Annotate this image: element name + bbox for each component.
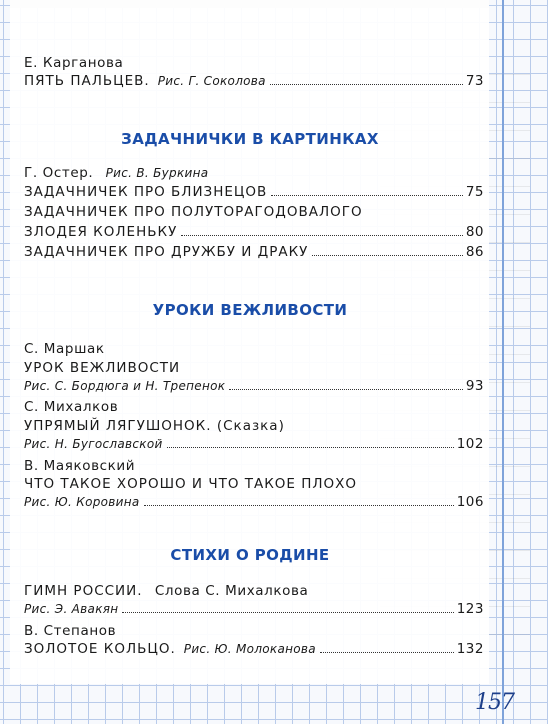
entry-title: ЗЛОДЕЯ КОЛЕНЬКУ [24, 224, 178, 240]
entry-illustrator: Рис. В. Буркина [105, 166, 209, 180]
entry-title: ЗОЛОТОЕ КОЛЬЦО. [24, 641, 176, 657]
margin-line [502, 0, 504, 724]
page-ref: 102 [456, 436, 484, 452]
page-number: 157 [475, 690, 514, 715]
page-ref: 93 [465, 378, 484, 394]
author-stepanov: В. Степанов [24, 623, 117, 639]
toc-entry-koleka-line1[interactable]: ЗАДАЧНИЧЕК ПРО ПОЛУТОРАГОДОВАЛОГО [24, 204, 363, 220]
author-mikhalkov: С. Михалков [24, 399, 119, 415]
toc-entry-lyagushonok-title[interactable]: УПРЯМЫЙ ЛЯГУШОНОК. (Сказка) [24, 418, 285, 434]
page-ref: 80 [465, 224, 484, 240]
page-ref: 75 [465, 184, 484, 200]
leader-dots [144, 504, 454, 506]
toc-entry-gimn-illustrator[interactable] [24, 601, 484, 618]
entry-title: ГИМН РОССИИ. [24, 583, 143, 599]
toc-entry-zolotoe-koltso[interactable] [24, 641, 484, 658]
toc-entry-horosho-title[interactable]: ЧТО ТАКОЕ ХОРОШО И ЧТО ТАКОЕ ПЛОХО [24, 476, 358, 492]
toc-entry-lyagushonok-illustrator[interactable] [24, 436, 484, 453]
toc-entry-bliznetsy[interactable] [24, 184, 484, 201]
author-mayakovsky: В. Маяковский [24, 458, 136, 474]
top-strip [10, 0, 489, 8]
section-heading-rodina: СТИХИ О РОДИНЕ [170, 546, 330, 564]
leader-dots [320, 651, 454, 653]
toc-entry-druzhba[interactable] [24, 244, 484, 261]
author-oster: Г. Остер. [24, 165, 94, 181]
page-ref: 123 [456, 601, 484, 617]
entry-illustrator: Рис. Ю. Молоканова [183, 642, 316, 656]
entry-words-by: Слова С. Михалкова [154, 583, 309, 599]
toc-entry-gimn-title[interactable] [24, 583, 484, 600]
section-heading-zadachnichki: ЗАДАЧНИЧКИ В КАРТИНКАХ [121, 130, 379, 148]
entry-illustrator: Рис. Э. Авакян [24, 602, 119, 616]
leader-dots [312, 254, 462, 256]
leader-dots [229, 388, 463, 390]
toc-entry-pyat-paltsev[interactable] [24, 73, 484, 90]
toc-entry-horosho-illustrator[interactable] [24, 494, 484, 511]
toc-entry-urok-title[interactable]: УРОК ВЕЖЛИВОСТИ [24, 360, 181, 376]
entry-illustrator: Рис. Ю. Коровина [24, 495, 140, 509]
toc-entry-koleka[interactable] [24, 224, 484, 241]
page-ref: 73 [465, 73, 484, 89]
author-marshak: С. Маршак [24, 341, 105, 357]
section-heading-uroki: УРОКИ ВЕЖЛИВОСТИ [152, 301, 348, 319]
entry-illustrator: Рис. Н. Бугославской [24, 437, 163, 451]
leader-dots [167, 446, 454, 448]
entry-illustrator: Рис. Г. Соколова [157, 74, 266, 88]
page-ref: 132 [456, 641, 484, 657]
leader-dots [271, 194, 463, 196]
entry-title: ЗАДАЧНИЧЕК ПРО БЛИЗНЕЦОВ [24, 184, 268, 200]
author-oster-line [24, 165, 484, 182]
leader-dots [270, 83, 463, 85]
toc-entry-urok-illustrator[interactable] [24, 378, 484, 395]
leader-dots [181, 234, 463, 236]
page-ref: 86 [465, 244, 484, 260]
entry-title: ПЯТЬ ПАЛЬЦЕВ. [24, 73, 150, 89]
page-ref: 106 [456, 494, 484, 510]
entry-title: ЗАДАЧНИЧЕК ПРО ДРУЖБУ И ДРАКУ [24, 244, 309, 260]
entry-illustrator: Рис. С. Бордюга и Н. Трепенок [24, 379, 226, 393]
leader-dots [122, 611, 453, 613]
author-karganova: Е. Карганова [24, 55, 124, 71]
